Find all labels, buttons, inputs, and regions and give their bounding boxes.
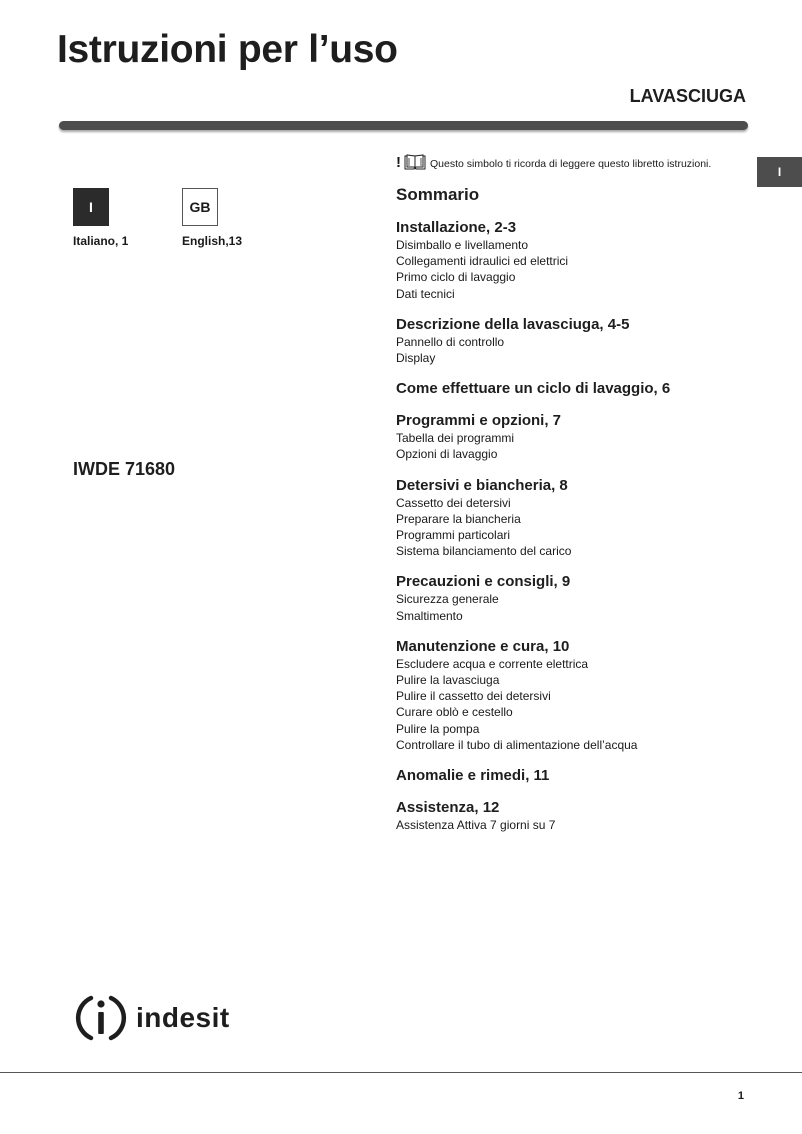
toc-section	[396, 315, 766, 366]
toc-item[interactable]: Smaltimento	[396, 608, 463, 623]
toc-item[interactable]: Curare oblò e cestello	[396, 705, 513, 720]
language-side-tab[interactable]: I	[757, 157, 802, 187]
toc-item[interactable]: Display	[396, 351, 436, 366]
toc-item[interactable]: Tabella dei programmi	[396, 431, 515, 446]
toc-item[interactable]: Dati tecnici	[396, 286, 455, 301]
toc-item[interactable]: Disimballo e livellamento	[396, 238, 529, 252]
toc-item[interactable]: Preparare la biancheria	[396, 511, 521, 526]
toc-item[interactable]: Collegamenti idraulici ed elettrici	[396, 254, 569, 269]
toc-item[interactable]: Primo ciclo di lavaggio	[396, 270, 516, 285]
indesit-logo	[74, 993, 230, 1043]
toc-item[interactable]: Pulire il cassetto dei detersivi	[396, 689, 551, 704]
toc-section-title[interactable]: Detersivi e biancheria, 8	[396, 476, 568, 494]
toc-item[interactable]: Escludere acqua e corrente elettrica	[396, 656, 589, 671]
toc-item[interactable]: Assistenza Attiva 7 giorni su 7	[396, 818, 556, 833]
toc-section	[396, 411, 766, 462]
toc-section	[396, 218, 766, 302]
language-code-badge[interactable]: I	[73, 188, 109, 226]
toc-heading: Sommario	[396, 185, 480, 204]
toc-section	[396, 766, 766, 785]
toc-item[interactable]: Programmi particolari	[396, 528, 511, 543]
toc-section	[396, 572, 766, 623]
toc-section	[396, 798, 766, 833]
notice-text: Questo simbolo ti ricorda di leggere questo libretto istruzioni.	[430, 158, 712, 170]
indesit-info-logo-icon	[74, 993, 128, 1043]
toc-item[interactable]: Controllare il tubo di alimentazione dell’acqua	[396, 737, 638, 752]
language-code-badge[interactable]: GB	[182, 188, 218, 226]
language-english[interactable]	[182, 188, 242, 248]
footer-divider	[0, 1072, 802, 1073]
header-divider-bar	[59, 121, 748, 130]
toc-item[interactable]: Opzioni di lavaggio	[396, 447, 498, 462]
toc-section	[396, 637, 766, 753]
toc-section	[396, 476, 766, 560]
toc-section-title[interactable]: Assistenza, 12	[396, 799, 500, 817]
warning-mark: !	[396, 154, 401, 171]
toc-section-title[interactable]: Descrizione della lavasciuga, 4-5	[396, 315, 630, 333]
toc-section-title[interactable]: Come effettuare un ciclo di lavaggio, 6	[396, 380, 671, 398]
toc-section-title[interactable]: Installazione, 2-3	[396, 219, 517, 236]
language-label: English,13	[182, 234, 243, 248]
toc-item[interactable]: Pannello di controllo	[396, 334, 505, 349]
read-manual-notice	[396, 154, 711, 170]
model-number: IWDE 71680	[73, 459, 176, 479]
page-title: Istruzioni per l’uso	[57, 28, 398, 71]
toc-section-title[interactable]: Programmi e opzioni, 7	[396, 412, 562, 430]
table-of-contents	[396, 184, 766, 846]
language-italian[interactable]	[73, 188, 128, 248]
toc-sections	[396, 218, 766, 833]
product-type: LAVASCIUGA	[629, 86, 746, 106]
language-label: Italiano, 1	[73, 234, 129, 248]
toc-item[interactable]: Pulire la pompa	[396, 721, 480, 736]
toc-item[interactable]: Cassetto dei detersivi	[396, 495, 511, 510]
toc-section-title[interactable]: Precauzioni e consigli, 9	[396, 573, 571, 591]
page-number: 1	[737, 1090, 744, 1102]
toc-section-title[interactable]: Anomalie e rimedi, 11	[396, 767, 550, 785]
toc-section	[396, 379, 766, 398]
toc-item[interactable]: Sistema bilanciamento del carico	[396, 544, 572, 559]
toc-item[interactable]: Sicurezza generale	[396, 592, 499, 607]
book-icon	[404, 154, 426, 170]
toc-section-title[interactable]: Manutenzione e cura, 10	[396, 637, 570, 655]
toc-item[interactable]: Pulire la lavasciuga	[396, 673, 500, 688]
brand-wordmark: indesit	[136, 1002, 230, 1033]
